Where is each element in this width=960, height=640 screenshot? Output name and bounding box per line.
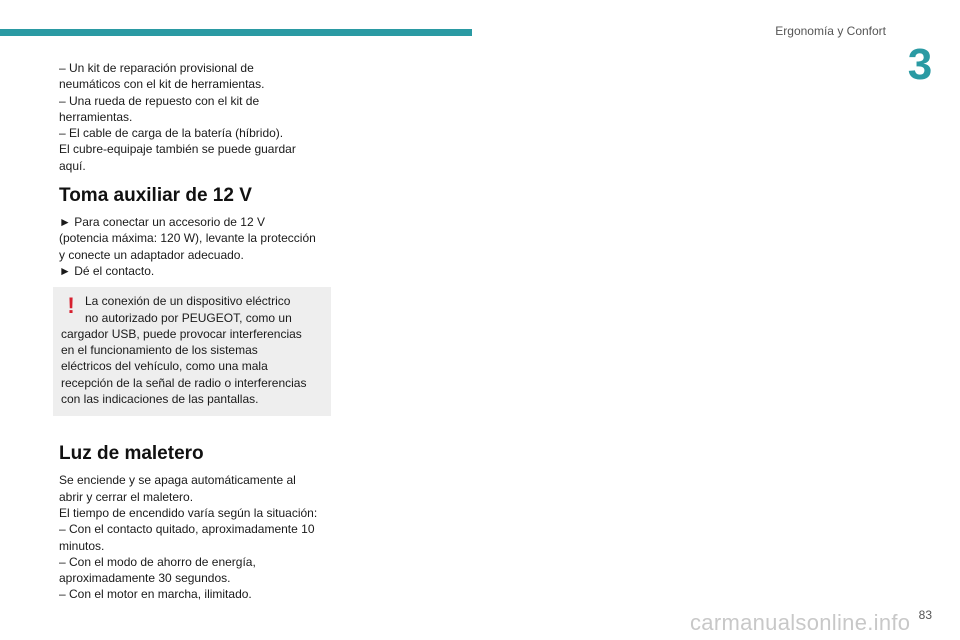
- text-line: aproximadamente 30 segundos.: [59, 571, 231, 586]
- section-heading-trunk-light: Luz de maletero: [59, 443, 204, 465]
- text-line: minutos.: [59, 538, 105, 553]
- text-line: Se enciende y se apaga automáticamente al: [59, 473, 296, 488]
- warning-line: en el funcionamiento de los sistemas: [61, 343, 258, 358]
- warning-line: con las indicaciones de las pantallas.: [61, 392, 259, 407]
- page-number: 83: [918, 608, 932, 622]
- text-line: – Con el contacto quitado, aproximadamente 10: [59, 522, 315, 537]
- warning-exclamation-icon: !: [67, 293, 75, 319]
- warning-line: recepción de la señal de radio o interferencias: [61, 375, 307, 390]
- text-line: (potencia máxima: 120 W), levante la protección: [59, 231, 316, 246]
- warning-line: cargador USB, puede provocar interferencias: [61, 326, 302, 341]
- warning-box: [53, 287, 331, 416]
- text-line: aquí.: [59, 158, 86, 173]
- chapter-number: 3: [907, 40, 933, 89]
- text-line: – El cable de carga de la batería (híbrido).: [59, 126, 284, 141]
- text-line: neumáticos con el kit de herramientas.: [59, 77, 265, 92]
- watermark: carmanualsonline.info: [690, 610, 911, 635]
- text-line: – Un kit de reparación provisional de: [59, 61, 254, 75]
- warning-line: La conexión de un dispositivo eléctrico: [85, 294, 291, 309]
- warning-line: eléctricos del vehículo, como una mala: [61, 359, 268, 374]
- text-line: herramientas.: [59, 109, 133, 124]
- text-line: El tiempo de encendido varía según la situación:: [59, 505, 318, 520]
- text-line: – Con el modo de ahorro de energía,: [59, 554, 256, 569]
- text-column: [59, 60, 325, 603]
- text-line: ► Dé el contacto.: [59, 263, 155, 278]
- header-accent-bar: [0, 29, 472, 36]
- section-trunk-light-body: [59, 472, 325, 602]
- warning-line: no autorizado por PEUGEOT, como un: [85, 310, 292, 325]
- spacer: [59, 416, 325, 432]
- section-12v-body: [59, 214, 325, 279]
- section-heading-12v-socket: Toma auxiliar de 12 V: [59, 185, 252, 207]
- text-line: y conecte un adaptador adecuado.: [59, 247, 244, 262]
- intro-text: [59, 60, 325, 174]
- text-line: ► Para conectar un accesorio de 12 V: [59, 215, 265, 230]
- text-line: – Una rueda de repuesto con el kit de: [59, 93, 260, 108]
- text-line: – Con el motor en marcha, ilimitado.: [59, 587, 252, 602]
- chapter-title: Ergonomía y Confort: [775, 24, 886, 38]
- text-line: El cubre-equipaje también se puede guardar: [59, 142, 296, 157]
- text-line: abrir y cerrar el maletero.: [59, 489, 194, 504]
